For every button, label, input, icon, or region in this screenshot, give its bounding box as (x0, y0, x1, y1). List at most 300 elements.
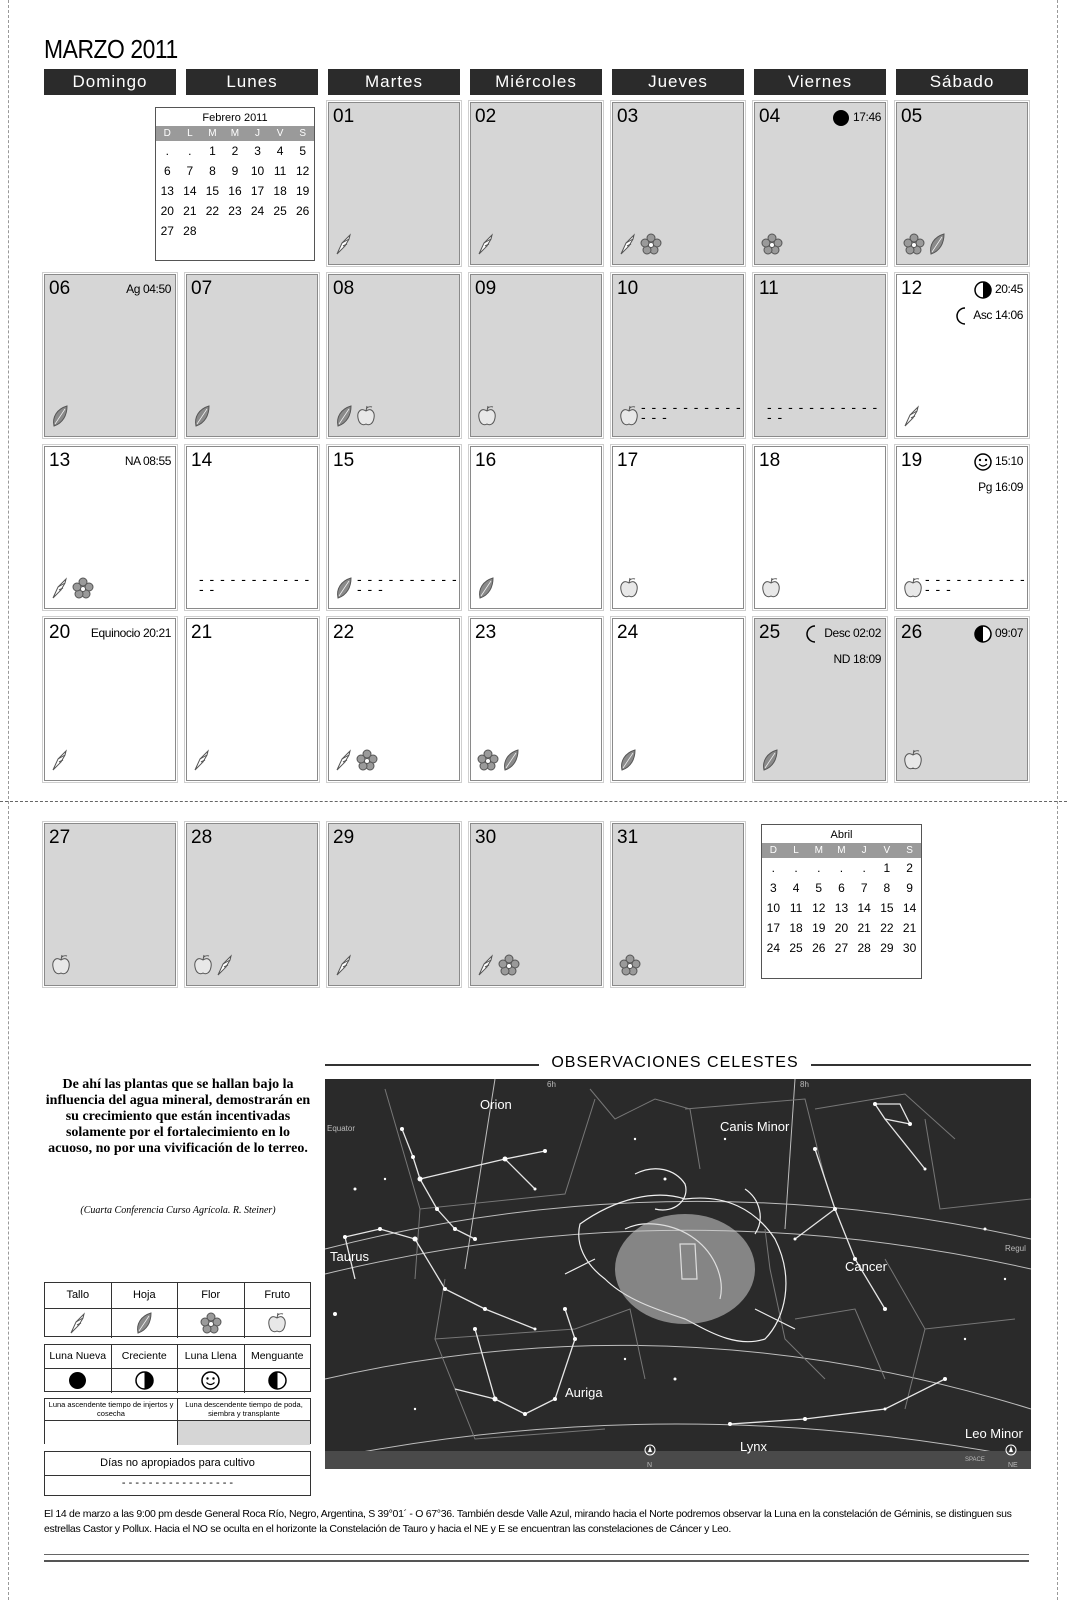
observation-text: El 14 de marzo a las 9:00 pm desde General Roca Río, Negro, Argentina, S 39°01´ - O 67°36. También desde Valle Azul, mirando hacia el Norte podremos observar la Luna en la constelación de Géminis, se distinguen sus estrellas Castor y Pollux. Hacia el NO se oculta en el horizonte la Constelación de Tauro y hacia el NE y E se encuentran las constelaciones de Cáncer y Leo. (44, 1508, 1012, 1535)
day-cell-05[interactable] (896, 102, 1028, 265)
mini-calendar-day (269, 221, 292, 241)
mini-calendar-weekday: J (246, 126, 269, 141)
mini-calendar-weekday: V (269, 126, 292, 141)
legend-fruto-icon (245, 1309, 311, 1338)
mini-calendar-day: 30 (902, 941, 917, 955)
day-event-note (91, 625, 171, 641)
mini-calendar-day: 22 (880, 921, 894, 935)
day-number: 27 (49, 827, 71, 848)
sky-label-lynx: Lynx (740, 1439, 767, 1454)
moon-creciente-icon (112, 1369, 179, 1393)
mini-calendar-day: 28 (183, 224, 197, 238)
weekday-header-2: Lunes (186, 69, 318, 95)
tallo-icon (51, 577, 69, 604)
unfit-day-dots: - - - - - - - - - - - - - (641, 399, 742, 425)
mini-calendar-day: 5 (815, 881, 823, 895)
mini-calendar-day: . (165, 144, 169, 158)
mini-calendar-day: 9 (906, 881, 913, 895)
day-cell-17[interactable] (612, 446, 744, 609)
mini-calendar-weekday: V (876, 843, 899, 858)
weekday-header-3: Martes (328, 69, 460, 95)
day-number: 09 (475, 278, 497, 299)
fruto-icon (903, 577, 923, 604)
mini-calendar-day: . (817, 861, 821, 875)
mini-calendar-weekday: J (853, 843, 876, 858)
compass-ne-label: NE (1008, 1462, 1018, 1469)
plant-icons (477, 233, 495, 260)
mini-calendar-weekday: M (201, 126, 224, 141)
mini-calendar-day: 12 (296, 164, 310, 178)
mini-calendar-day: 17 (766, 921, 781, 935)
tallo-icon (903, 405, 921, 432)
day-cell-31[interactable] (612, 823, 744, 986)
moon-nueva-icon (832, 110, 850, 124)
weekday-header-5: Jueves (612, 69, 744, 95)
mini-calendar-day: 27 (834, 941, 849, 955)
day-event-text: Desc 02:02 (824, 626, 881, 641)
fruto-icon (356, 405, 376, 432)
day-cell-03[interactable] (612, 102, 744, 265)
hoja-icon (761, 749, 779, 776)
mini-calendar-weekday: M (830, 843, 853, 858)
day-number: 01 (333, 106, 355, 127)
legend-no-aptos-label: Días no apropiados para cultivo (100, 1457, 255, 1469)
plant-icons (335, 577, 353, 604)
day-cell-20[interactable] (44, 618, 176, 781)
fruto-icon (761, 577, 781, 604)
mini-calendar-weekday: D (156, 126, 179, 141)
mini-calendar-title: Febrero 2011 (202, 112, 268, 124)
mini-calendar-day: 15 (880, 901, 894, 915)
compass-n-label: N (647, 1462, 653, 1469)
mini-calendar-day: 23 (228, 204, 242, 218)
hoja-icon (335, 577, 353, 604)
day-event-note (953, 281, 1023, 325)
moon-llena-icon (974, 454, 992, 468)
plant-icons (477, 954, 520, 981)
plant-icons (193, 749, 211, 776)
plant-icons (619, 405, 639, 432)
flor-icon (640, 233, 662, 260)
flor-icon (477, 749, 499, 776)
mini-calendar-weekday: M (224, 126, 247, 141)
plant-icons (903, 749, 923, 776)
mini-calendar-day: 3 (770, 881, 777, 895)
mini-calendar-day: 20 (160, 204, 174, 218)
mini-calendar-day (201, 221, 224, 241)
day-event-note (974, 625, 1023, 643)
sky-label-canis-minor: Canis Minor (720, 1119, 790, 1134)
mini-calendar-day: 13 (160, 184, 174, 198)
section-title (320, 1054, 1030, 1072)
day-number: 16 (475, 450, 497, 471)
day-number: 30 (475, 827, 497, 848)
mini-calendar-day: 10 (766, 901, 781, 915)
legend-flor-label: Flor (178, 1283, 245, 1308)
mini-calendar-day: 3 (254, 144, 261, 158)
day-event-text: Equinocio 20:21 (90, 626, 171, 640)
day-number: 04 (759, 106, 781, 127)
day-number: 14 (191, 450, 213, 471)
legend-moon-nueva-label: Luna Nueva (45, 1345, 112, 1368)
flor-icon (498, 954, 520, 981)
legend-fruto-label: Fruto (264, 1289, 291, 1301)
mini-calendar-day: 19 (296, 184, 310, 198)
day-number: 13 (49, 450, 71, 471)
plant-icons (335, 749, 378, 776)
mini-calendar-day: 6 (838, 881, 845, 895)
day-number: 17 (617, 450, 639, 471)
weekday-header-6: Viernes (754, 69, 886, 95)
tallo-icon (216, 954, 234, 981)
mini-calendar-day (291, 221, 314, 241)
day-cell-27[interactable] (44, 823, 176, 986)
hoja-icon (502, 749, 520, 776)
tallo-icon (619, 233, 637, 260)
mini-calendar-day: 1 (883, 861, 891, 875)
day-cell-14[interactable] (186, 446, 318, 609)
day-cell-13[interactable] (44, 446, 176, 609)
plant-icons (761, 577, 781, 604)
day-cell-28[interactable] (186, 823, 318, 986)
mini-calendar-day: 24 (250, 204, 265, 218)
fruto-icon (51, 954, 71, 981)
mini-calendar-day: 8 (883, 881, 891, 895)
footer-rule-2 (44, 1560, 1029, 1562)
legend-tallo-label: Tallo (45, 1283, 112, 1308)
day-event-note (803, 625, 881, 667)
legend-moon-llena-label: Luna Llena (178, 1345, 245, 1368)
sky-label-equator: Equator (327, 1124, 356, 1133)
mini-calendar-day: 29 (880, 941, 894, 955)
legend-asc-label: Luna ascendente tiempo de injertos y cosecha (45, 1399, 178, 1420)
day-number: 02 (475, 106, 497, 127)
mini-calendar-day: 13 (834, 901, 849, 915)
cut-line-right (1057, 0, 1058, 1600)
plant-icons (619, 954, 641, 981)
mini-calendar-weekday: S (898, 843, 921, 858)
plant-icons (477, 577, 495, 604)
day-cell-23[interactable] (470, 618, 602, 781)
day-event-second (953, 307, 1023, 325)
weekday-header-4: Miércoles (470, 69, 602, 95)
mini-calendar-day: 21 (183, 204, 197, 218)
day-cell-25[interactable] (754, 618, 886, 781)
mini-calendar-day (224, 221, 247, 241)
legend-tallo-icon (45, 1309, 112, 1338)
day-event-second (803, 651, 881, 667)
mini-calendar-day: 15 (205, 184, 220, 198)
mini-calendar-day: 12 (812, 901, 826, 915)
plant-icons (619, 577, 639, 604)
footer-rule-1 (44, 1554, 1029, 1555)
fruto-icon (619, 405, 639, 432)
day-number: 24 (617, 622, 639, 643)
legend-moon-menguante-label: Menguante (250, 1350, 304, 1362)
mini-calendar-day: 27 (160, 224, 174, 238)
mini-calendar-day: 26 (812, 941, 826, 955)
hoja-icon (619, 749, 637, 776)
moon-asc-icon (953, 308, 971, 322)
hoja-icon (193, 405, 211, 432)
day-number: 07 (191, 278, 213, 299)
day-event-note (125, 453, 171, 469)
sky-map-svg (325, 1079, 1031, 1469)
day-number: 10 (617, 278, 639, 299)
sky-label-space: SPACE (965, 1457, 985, 1463)
mini-calendar-day: 14 (902, 901, 917, 915)
mini-calendar-day: 26 (296, 204, 310, 218)
day-event-text: 17:46 (852, 110, 881, 125)
quote: De ahí las plantas que se hallan bajo la influencia del agua mineral, demostrarán en su crecimiento que están incentivadas solamente por el fortalecimiento en lo acuoso, no por una vivificación de lo terreo. (45, 1077, 311, 1156)
hoja-icon (928, 233, 946, 260)
mini-calendar-day: 2 (906, 861, 913, 875)
day-cell-26[interactable] (896, 618, 1028, 781)
day-event-text: Asc 14:06 (973, 308, 1023, 323)
plant-icons (193, 405, 211, 432)
moon-menguante-icon (245, 1369, 311, 1393)
plant-icons (619, 233, 662, 260)
flor-icon (761, 233, 783, 260)
day-cell-07[interactable] (186, 274, 318, 437)
legend-moon-creciente-label: Creciente (112, 1345, 179, 1368)
day-number: 12 (901, 278, 923, 299)
moon-llena-icon (178, 1369, 245, 1393)
sky-label-auriga: Auriga (565, 1385, 603, 1400)
day-event-text: 20:45 (994, 282, 1023, 297)
mini-calendar-day (246, 221, 269, 241)
hoja-icon (335, 405, 353, 432)
day-event-note (832, 109, 881, 127)
mini-calendar-day: 18 (789, 921, 803, 935)
unfit-day-dots: - - - - - - - - - - - - - (357, 571, 458, 597)
moon-asc-icon (803, 626, 821, 640)
mini-calendar-day: 25 (273, 204, 287, 218)
mini-calendar-day: . (794, 861, 798, 875)
day-number: 26 (901, 622, 923, 643)
moon-creciente-icon (974, 282, 992, 296)
day-cell-29[interactable] (328, 823, 460, 986)
tallo-icon (335, 233, 353, 260)
day-cell-30[interactable] (470, 823, 602, 986)
mini-calendar-day: 1 (209, 144, 216, 158)
day-number: 08 (333, 278, 355, 299)
mini-calendar-day: 7 (186, 164, 194, 178)
day-cell-02[interactable] (470, 102, 602, 265)
day-number: 22 (333, 622, 355, 643)
mini-calendar-day: 28 (857, 941, 871, 955)
day-cell-08[interactable] (328, 274, 460, 437)
mini-calendar-day: . (771, 861, 776, 875)
day-number: 18 (759, 450, 781, 471)
day-number: 19 (901, 450, 923, 471)
hoja-icon (51, 405, 69, 432)
unfit-day-dots: - - - - - - - - - - - - - (925, 571, 1026, 597)
mini-calendar-day: 10 (250, 164, 265, 178)
day-number: 21 (191, 622, 213, 643)
legend-moon-phases (44, 1344, 311, 1392)
day-cell-01[interactable] (328, 102, 460, 265)
plant-icons (903, 577, 923, 604)
fruto-icon (903, 749, 923, 776)
day-event-note (974, 453, 1023, 495)
plant-icons (51, 749, 69, 776)
day-cell-22[interactable] (328, 618, 460, 781)
mini-calendar-day: 11 (789, 901, 803, 915)
mini-calendar-day: 20 (834, 921, 849, 935)
sky-label-cancer: Cancer (845, 1259, 887, 1274)
plant-icons (335, 405, 376, 432)
flor-icon (72, 577, 94, 604)
tallo-icon (51, 749, 69, 776)
day-number: 29 (333, 827, 355, 848)
tallo-icon (335, 954, 353, 981)
mini-calendar-weekday: L (785, 843, 808, 858)
day-cell-04[interactable] (754, 102, 886, 265)
day-number: 20 (49, 622, 71, 643)
mini-calendar-weekday: M (807, 843, 830, 858)
sky-label-8h: 8h (800, 1080, 809, 1089)
mini-calendar-weekday: L (179, 126, 202, 141)
mini-calendar-day: 17 (250, 184, 265, 198)
mini-calendar-day: 6 (163, 164, 171, 178)
mini-calendar-day: 8 (209, 164, 216, 178)
moon-nueva-icon (45, 1369, 112, 1393)
mini-calendar-day: . (188, 144, 192, 158)
plant-icons (51, 405, 69, 432)
tallo-icon (193, 749, 211, 776)
mini-calendar-day: 7 (860, 881, 868, 895)
day-number: 05 (901, 106, 923, 127)
weekday-header-1: Domingo (44, 69, 176, 95)
sky-label-regul: Regul (1005, 1244, 1026, 1253)
day-number: 31 (617, 827, 639, 848)
page-title: MARZO 2011 (44, 34, 178, 64)
mini-calendar-day: 5 (299, 144, 307, 158)
tallo-icon (477, 233, 495, 260)
legend-hoja-label: Hoja (112, 1283, 179, 1308)
legend-plant-parts (44, 1282, 311, 1337)
day-cell-10[interactable] (612, 274, 744, 437)
day-cell-21[interactable] (186, 618, 318, 781)
day-number: 03 (617, 106, 639, 127)
day-number: 06 (49, 278, 71, 299)
cut-line-middle (0, 801, 1067, 802)
day-cell-06[interactable] (44, 274, 176, 437)
flor-icon (356, 749, 378, 776)
day-cell-19[interactable] (896, 446, 1028, 609)
day-event-text: NA 08:55 (124, 454, 171, 468)
mini-calendar-weekday: D (762, 843, 785, 858)
day-cell-16[interactable] (470, 446, 602, 609)
hoja-icon (477, 577, 495, 604)
plant-icons (335, 233, 353, 260)
mini-calendar-day: 14 (857, 901, 871, 915)
flor-icon (619, 954, 641, 981)
day-event-text: Ag 04:50 (126, 282, 171, 296)
mini-calendar-day: . (839, 861, 844, 875)
weekday-header-7: Sábado (896, 69, 1028, 95)
plant-icons (903, 405, 921, 432)
day-cell-12[interactable] (896, 274, 1028, 437)
fruto-icon (193, 954, 213, 981)
day-number: 28 (191, 827, 213, 848)
day-cell-18[interactable] (754, 446, 886, 609)
mini-calendar-day: 18 (273, 184, 287, 198)
day-event-note (126, 281, 171, 297)
day-cell-15[interactable] (328, 446, 460, 609)
mini-calendar-day: 14 (183, 184, 197, 198)
sky-label-orion: Orion (480, 1097, 512, 1112)
legend-desc-label: Luna descendente tiempo de poda, siembra y transplante (185, 1400, 303, 1418)
mini-calendar-day: 22 (205, 204, 220, 218)
mini-calendar-april (761, 824, 922, 979)
plant-icons (761, 749, 779, 776)
legend-ascending-descending (44, 1398, 311, 1444)
mini-calendar-day: 19 (812, 921, 826, 935)
day-number: 25 (759, 622, 781, 643)
mini-calendar-day: 4 (792, 881, 800, 895)
mini-calendar-day: 25 (789, 941, 803, 955)
legend-flor-icon (178, 1309, 245, 1338)
legend-no-aptos (44, 1451, 311, 1496)
sky-label-taurus: Taurus (330, 1249, 370, 1264)
mini-calendar-day: 11 (273, 164, 287, 178)
legend-desc-swatch (178, 1421, 310, 1445)
mini-calendar-day: 21 (857, 921, 871, 935)
plant-icons (477, 405, 497, 432)
plant-icons (761, 233, 783, 260)
day-cell-11[interactable] (754, 274, 886, 437)
mini-calendar-day: . (862, 861, 866, 875)
day-event-text: Pg 16:09 (978, 480, 1023, 494)
plant-icons (51, 577, 94, 604)
plant-icons (335, 954, 353, 981)
day-number: 23 (475, 622, 497, 643)
day-event-text: 09:07 (994, 626, 1023, 641)
plant-icons (619, 749, 637, 776)
plant-icons (51, 954, 71, 981)
day-number: 15 (333, 450, 355, 471)
moon-menguante-icon (974, 626, 992, 640)
section-title-text: OBSERVACIONES CELESTES (539, 1054, 810, 1071)
mini-calendar-day: 21 (902, 921, 917, 935)
plant-icons (193, 954, 234, 981)
tallo-icon (477, 954, 495, 981)
fruto-icon (619, 577, 639, 604)
mini-calendar-weekday: S (291, 126, 314, 141)
mini-calendar-day: 9 (231, 164, 239, 178)
mini-calendar-day: 16 (228, 184, 242, 198)
day-event-text: ND 18:09 (833, 652, 881, 666)
day-event-text: 15:10 (994, 454, 1023, 469)
plant-icons (477, 749, 520, 776)
mini-calendar-day: 24 (766, 941, 781, 955)
day-cell-24[interactable] (612, 618, 744, 781)
day-number: 11 (759, 278, 779, 299)
sky-label-6h: 6h (547, 1080, 556, 1089)
flor-icon (903, 233, 925, 260)
legend-no-aptos-dots: - - - - - - - - - - - - - - - - - (121, 1477, 234, 1489)
unfit-day-dots: - - - - - - - - - - - - - (767, 399, 879, 425)
sky-label-leo-minor: Leo Minor (965, 1426, 1023, 1441)
sky-map (325, 1079, 1031, 1469)
fruto-icon (477, 405, 497, 432)
mini-calendar-day: 4 (276, 144, 284, 158)
quote-citation: (Cuarta Conferencia Curso Agrícola. R. Steiner) (80, 1205, 276, 1216)
day-cell-09[interactable] (470, 274, 602, 437)
cut-line-left (8, 0, 9, 1600)
